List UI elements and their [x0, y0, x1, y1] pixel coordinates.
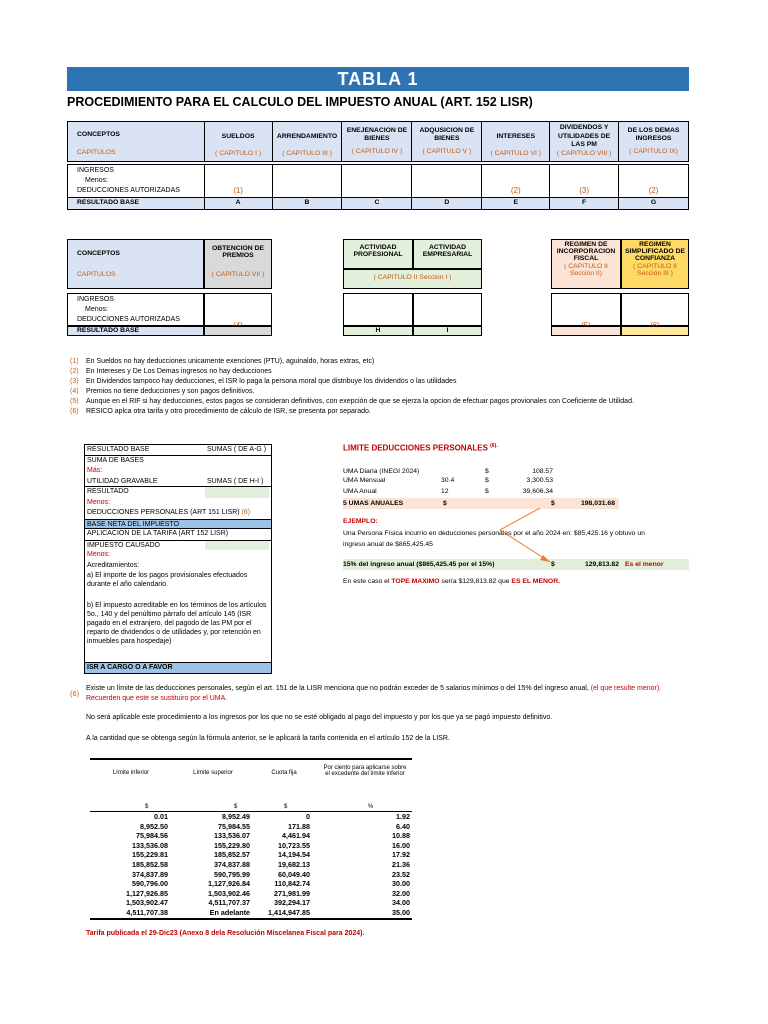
col-header: DIVIDENDOS Y UTILIDADES DE LAS PM ( CAPITULO VIII ) — [550, 122, 619, 162]
tarifa-cell: 19,682.13 — [278, 859, 310, 869]
limite-title: LIMITE DEDUCCIONES PERSONALES $^{(6).}$ — [343, 443, 498, 453]
col-header: ADQUSICION DE BIENES ( CAPITULO V ) — [412, 122, 482, 162]
col-header: SUELDOS ( CAPITULO I ) — [204, 122, 272, 162]
banner-title: TABLA 1 — [67, 67, 689, 91]
tarifa-row — [90, 831, 412, 841]
para-3: A la cantidad que se obtenga según la fórmula anterior, se le aplicará la tarifa contenida en el artículo 152 de la LISR. — [86, 735, 450, 742]
tarifa-cell: 1,503,902.47 — [126, 898, 168, 908]
tarifa-cell: 185,852.58 — [132, 859, 168, 869]
tarifa-rows — [90, 812, 412, 920]
tarifa-source: Tarifa publicada el 29-Dic23 (Anexo 8 dela Resolución Miscelanea Fiscal para 2024). — [86, 930, 365, 937]
tarifa-cell: 1,127,926.84 — [208, 879, 250, 889]
calc-row: APLICACIÓN DE LA TARIFA (ART 152 LISR) — [87, 530, 229, 537]
calc-row: Acreditamientos: — [87, 561, 140, 569]
tarifa-cell: 133,536.08 — [132, 840, 168, 850]
note-item: (5) Aunque en el RIF si hay deducciones, estos pagos se consideran definitivos, con exepción de que se ejerza la opcion de efectuar pagos provionales con Coeficiente de Utilidad. — [70, 398, 634, 406]
tarifa-row — [90, 908, 412, 918]
header-cell: CONCEPTOS CAPITULOS — [68, 122, 205, 162]
note-item: (4) Premios no tiene deducciones y son pagos definitivos. — [70, 388, 255, 396]
calc-row: a) El importe de los pagos provisionales efectuados durante el año calendario. — [87, 572, 248, 589]
tarifa-cell: 17.92 — [392, 850, 410, 860]
tarifa-cell: 374,837.89 — [132, 869, 168, 879]
note-item: (2) En Intereses y De Los Demas ingresos no hay deducciones — [70, 368, 272, 376]
tarifa-cell: 1.92 — [396, 812, 410, 821]
tarifa-cell: 374,837.88 — [214, 859, 250, 869]
tarifa-cell: 34.00 — [392, 898, 410, 908]
calc-row: DEDUCCIONES PERSONALES (ART 151 LISR) (6) — [87, 509, 251, 516]
tarifa-cell: 590,796.00 — [132, 879, 168, 889]
tarifa-row — [90, 812, 412, 822]
tarifa-cell: 14,194.54 — [278, 850, 310, 860]
tarifa-cell: 75,984.55 — [218, 821, 250, 831]
uma-row: UMA Diaria (INEGI 2024) $ 108.57 — [343, 468, 553, 475]
calc-row: SUMA DE BASES — [87, 456, 144, 464]
result-letter: G — [619, 198, 689, 209]
note-item: (6) RESICO aplca otra tarifa y otro procedimiento de cálculo de ISR, se presenta por separado. — [70, 408, 371, 416]
col-header: ARRENDAMIENTO ( CAPITULO III ) — [272, 122, 342, 162]
col-header: DE LOS DEMAS INGRESOS ( CAPITULO IX) — [619, 122, 689, 162]
tarifa-cell: 4,511,707.38 — [126, 907, 168, 917]
note-item: (1) En Sueldos no hay deducciones unicamente exenciones (PTU), aguinaldo, horas extras, etc) — [70, 358, 375, 365]
tarifa-cell: 6.40 — [396, 821, 410, 831]
ded-cell: (3) — [550, 165, 619, 198]
calc-row: Menos: — [87, 498, 110, 506]
tarifa-cell: 8,952.49 — [222, 812, 250, 821]
table2-resultado-label: RESULTADO BASE — [67, 326, 204, 336]
rif-header: REGIMEN DE INCORPORACION FISCAL ( CAPITULO II Sección II) — [551, 239, 621, 289]
tarifa-row — [90, 822, 412, 832]
tarifa-header: Límite inferior Límite superior Cuota fija Por ciento para aplicarse sobre el excedente del límite inferior — [90, 758, 412, 804]
tarifa-row — [90, 889, 412, 899]
para-2: No será aplicable este procedimiento a los ingresos por los que no se esté obligado al pago del impuesto y por los que ya se pagó impuesto definitivo. — [86, 714, 553, 721]
ded-cell: (1) — [204, 165, 272, 198]
calc-row: BASE NETA DEL IMPUESTO — [85, 519, 271, 530]
para-note-num: (6) — [70, 689, 80, 698]
calc-row: b) El impuesto acreditable en los términos de los artículos 5o., 140 y del penúltimo párrafo del artículo 145 (ISR pagado en el extranjero, del pagodo de las PM por el reparto de dividendos o de utilidades y, por retención en inmuebles para hospedaje) — [87, 602, 267, 646]
tarifa-cell: 392,294.17 — [274, 898, 310, 908]
tarifa-cell: 171.88 — [288, 821, 310, 831]
tarifa-row — [90, 841, 412, 851]
tarifa-row — [90, 850, 412, 860]
result-letter: C — [342, 198, 412, 209]
table2-row-labels: INGRESOS Menos: DEDUCCIONES AUTORIZADAS — [67, 293, 204, 326]
tarifa-cell: 110,842.74 — [274, 879, 310, 889]
result-letter: D — [412, 198, 482, 209]
tarifa-cell: 185,852.57 — [214, 850, 250, 860]
tarifa-row — [90, 870, 412, 880]
calc-row: Menos: — [87, 551, 110, 558]
resico-header: REGIMEN SIMPLIFICADO DE CONFIANZA ( CAPITULO II Sección III ) — [621, 239, 689, 289]
tarifa-cell: 1,503,902.46 — [208, 888, 250, 898]
result-letter: F — [550, 198, 619, 209]
calc-row: RESULTADO BASE SUMAS ( DE A-G ) — [85, 445, 271, 456]
tarifa-cell: 271,981.99 — [274, 888, 310, 898]
tarifa-row — [90, 879, 412, 889]
result-letter: B — [272, 198, 342, 209]
tarifa-cell: 32.00 — [392, 888, 410, 898]
page-title: PROCEDIMIENTO PARA EL CALCULO DEL IMPUESTO ANUAL (ART. 152 LISR) — [67, 95, 533, 109]
note-item: (3) En Dividendos tampoco hay deducciones, el ISR lo paga la persona moral que distribuye los dividendos o las utilidades — [70, 378, 457, 386]
tarifa-cell: 35.00 — [392, 907, 410, 917]
act-i: I — [413, 326, 482, 336]
tarifa-cell: 23.52 — [392, 869, 410, 879]
tarifa-cell: 30.00 — [392, 879, 410, 889]
tarifa-cell: 4,511,707.37 — [208, 898, 250, 908]
tarifa-cell: 75,984.56 — [136, 831, 168, 841]
calc-row: UTILIDAD GRAVABLE SUMAS ( DE H-I ) — [85, 477, 271, 488]
para-1: Existe un límite de las deducciones personales, según el art. 151 de la LISR menciona que no podrán exceder de 5 salarios mínimos o del 15% del ingreso anual, (el que resulte menor). Recuerden que este se sustituiro por el UMA. — [86, 685, 662, 703]
tarifa-cell: 1,127,926.85 — [126, 888, 168, 898]
tarifa-units: $ $ $ % — [90, 804, 412, 812]
uma-row: UMA Anual 12 $ 39,606.34 — [343, 488, 553, 495]
ejemplo-text: Una Persona Física incurrio en deducciones personales por el año 2024 en: $85,425.16 y obtuvo un ingreso anual de $865,425.45 — [343, 530, 645, 548]
tarifa-cell: 8,952.50 — [140, 821, 168, 831]
tarifa-cell: 0 — [306, 812, 310, 821]
tarifa-cell: En adelante — [209, 907, 250, 917]
calc-row: IMPUESTO CAUSADO — [85, 540, 271, 551]
pct-row: 15% del ingreso anual ($865,425.45 por el 15%) $ 129,813.82 Es el menor — [343, 559, 689, 570]
act-cap: ( CAPITULO II Seccion I ) — [343, 269, 482, 289]
act-prof-header: ACTIVIDAD PROFESIONAL — [343, 239, 413, 269]
ded-cell: (2) — [482, 165, 550, 198]
table2-conceptos: CONCEPTOS CAPITULOS — [67, 239, 204, 289]
act-emp-header: ACTIVIDAD EMPRESARIAL — [413, 239, 482, 269]
tarifa-cell: 60,049.40 — [278, 869, 310, 879]
uma5-row: 5 UMAS ANUALES $ $ 198,031.68 — [343, 498, 619, 509]
tarifa-cell: 1,414,947.85 — [268, 907, 310, 917]
col-header: ENEJENACION DE BIENES ( CAPITULO IV ) — [342, 122, 412, 162]
tarifa-cell: 4,461.94 — [282, 831, 310, 841]
tarifa-cell: 155,229.81 — [132, 850, 168, 860]
tarifa-row — [90, 860, 412, 870]
row-label-block: INGRESOS Menos: DEDUCCIONES AUTORIZADAS — [68, 165, 205, 198]
tarifa-cell: 590,795.99 — [214, 869, 250, 879]
premios-header: OBTENCION DE PREMIOS ( CAPITULO VII ) — [204, 239, 272, 289]
uma-row: UMA Mensual 30.4 $ 3,300.53 — [343, 477, 553, 484]
tarifa-cell: 0.01 — [154, 812, 168, 821]
tarifa-table — [90, 758, 412, 920]
resultado-base-label: RESULTADO BASE — [68, 198, 205, 209]
ejemplo-label: EJEMPLO: — [343, 518, 378, 525]
tarifa-row — [90, 898, 412, 908]
tarifa-cell: 16.00 — [392, 840, 410, 850]
tarifa-cell: 21.36 — [392, 859, 410, 869]
tarifa-cell: 10,723.55 — [278, 840, 310, 850]
calc-row: Más: — [87, 467, 103, 474]
col-header: INTERESES ( CAPITULO VI ) — [482, 122, 550, 162]
tarifa-cell: 10.88 — [392, 831, 410, 841]
calc-row: RESULTADO — [85, 487, 271, 498]
act-h: H — [343, 326, 413, 336]
result-letter: A — [204, 198, 272, 209]
ded-cell: (2) — [619, 165, 689, 198]
tarifa-cell: 133,536.07 — [214, 831, 250, 841]
result-letter: E — [482, 198, 550, 209]
calc-row: ISR A CARGO O A FAVOR — [85, 662, 271, 673]
tarifa-cell: 155,229.80 — [214, 840, 250, 850]
conclusion: En este caso el TOPE MAXIMO sería $129,813.82 que ES EL MENOR. — [343, 578, 560, 585]
